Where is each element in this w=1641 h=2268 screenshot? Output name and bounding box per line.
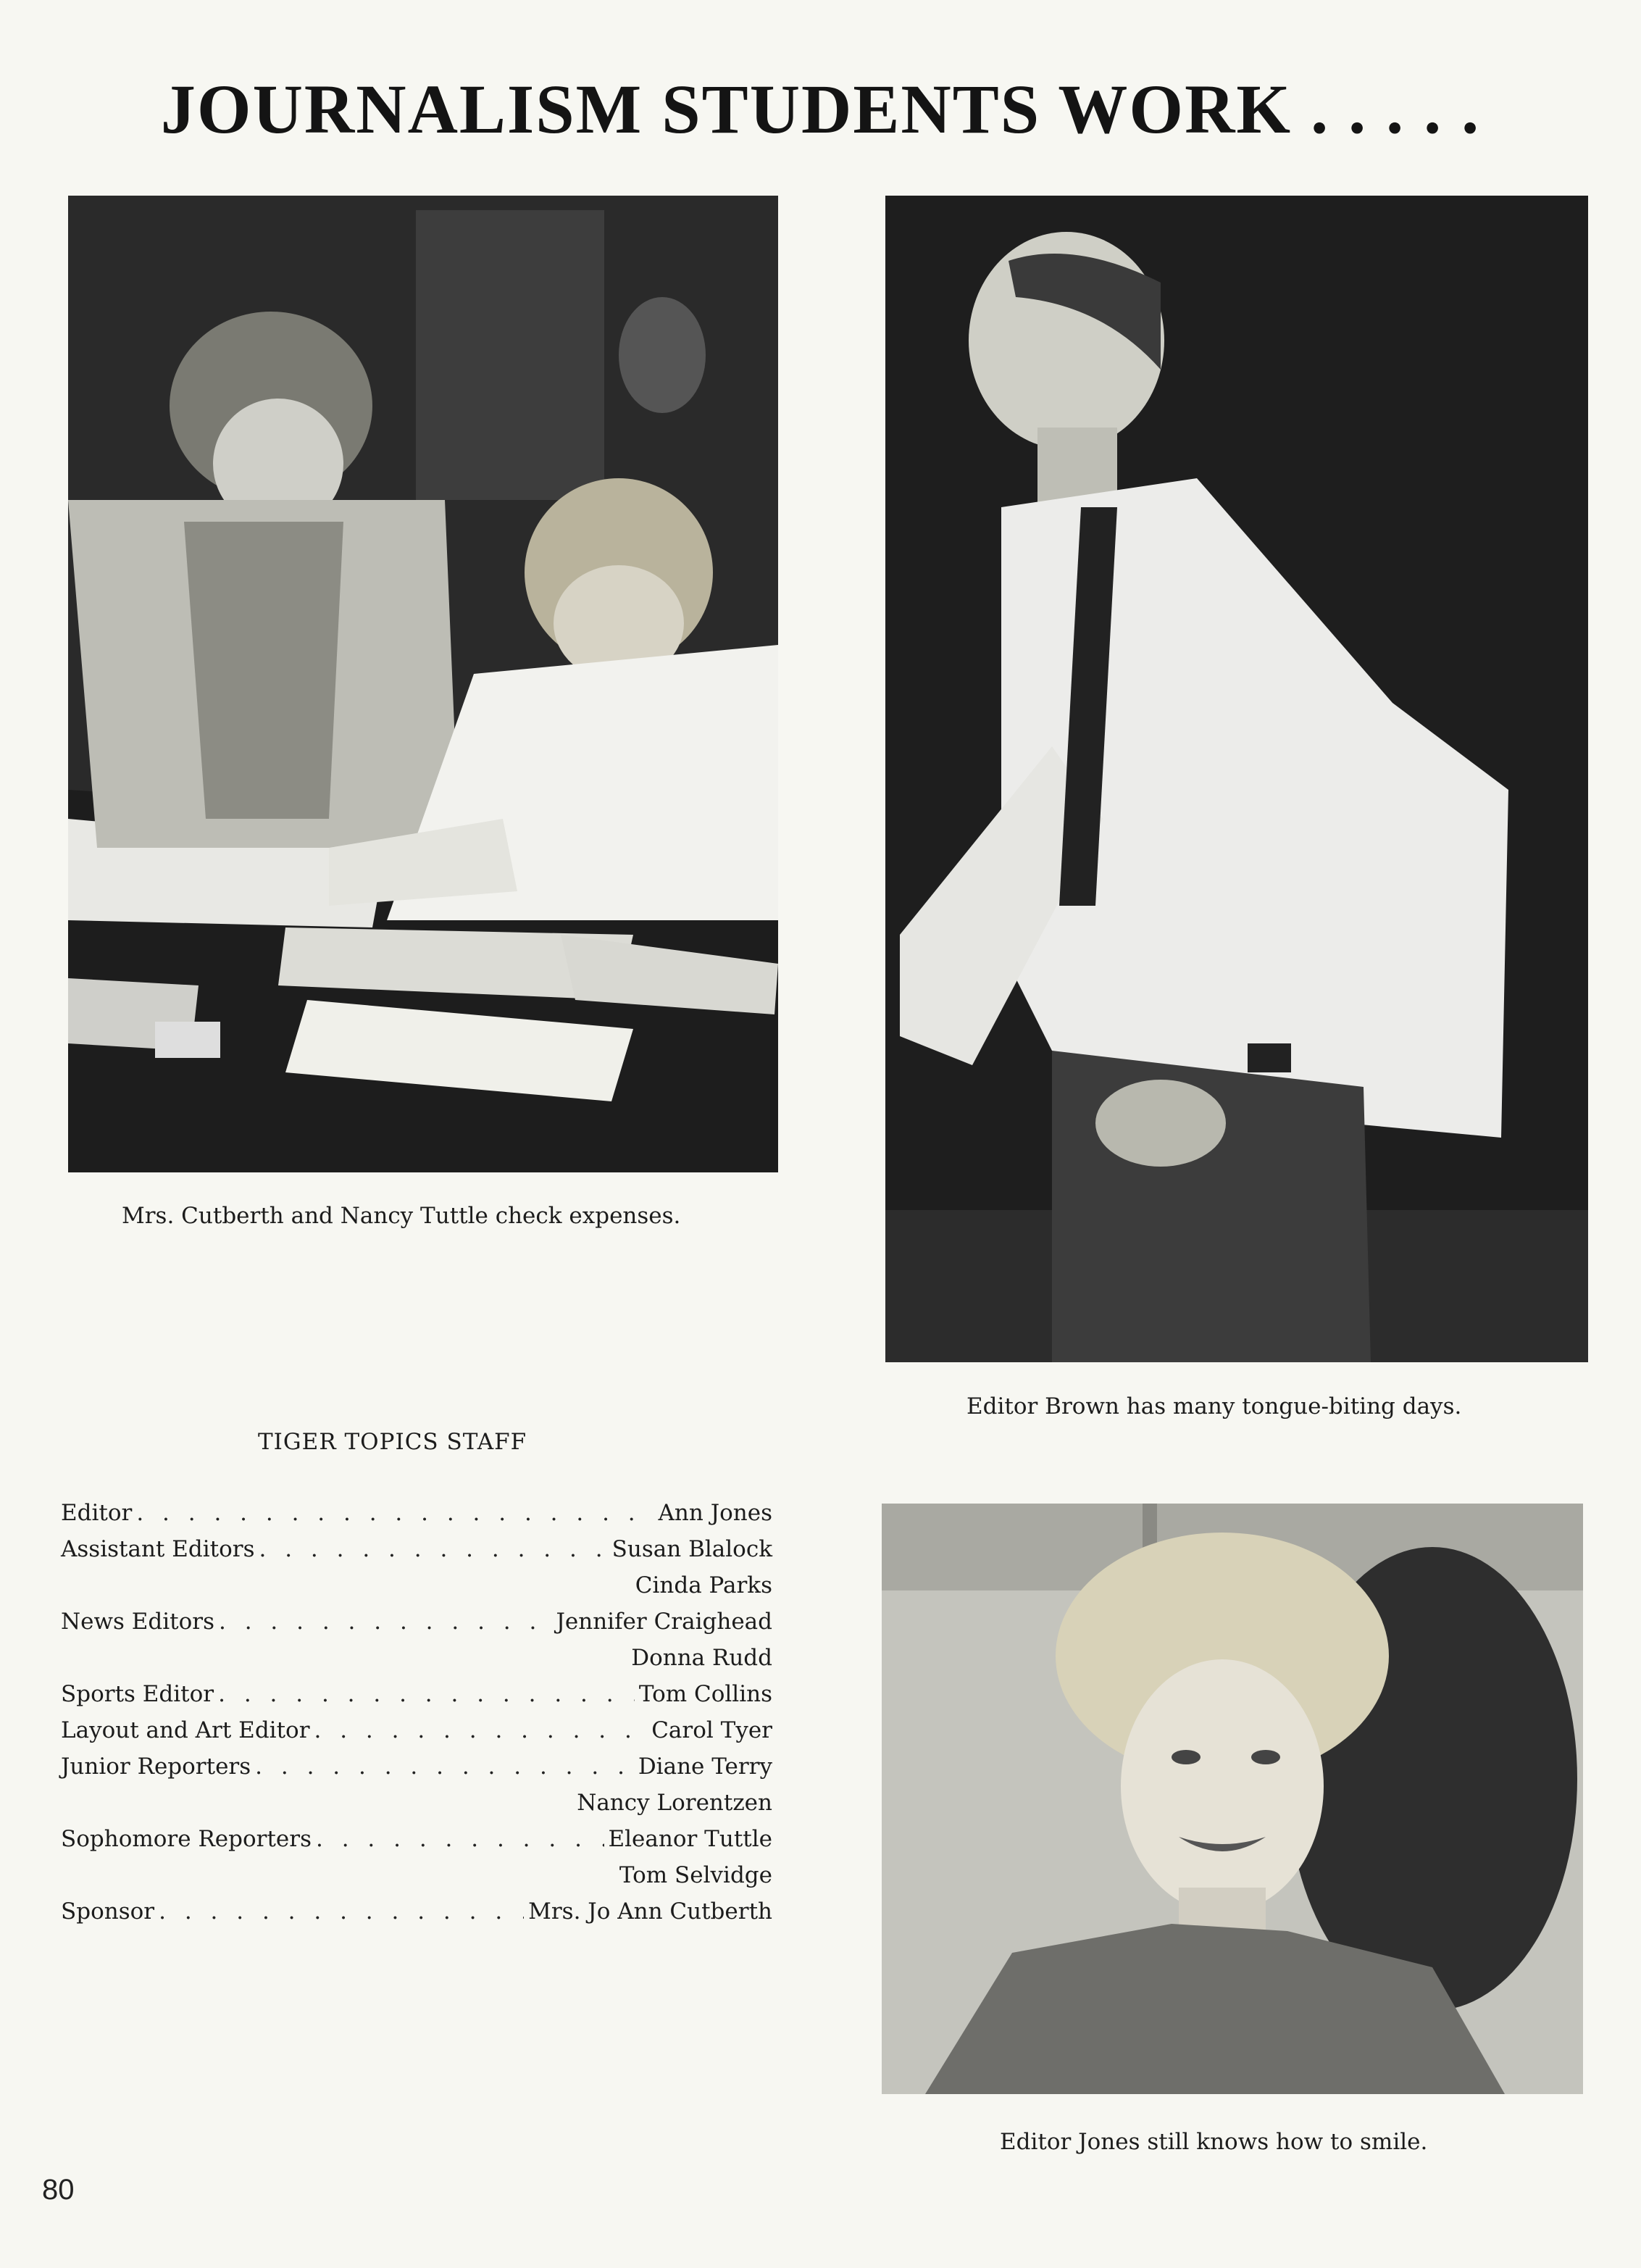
photo-editor-brown xyxy=(885,196,1588,1362)
staff-name: Donna Rudd xyxy=(631,1645,772,1671)
staff-row xyxy=(61,1754,772,1790)
leader-dots xyxy=(316,1826,604,1852)
photo-caption: Editor Jones still knows how to smile. xyxy=(1000,2129,1428,2155)
staff-role: Sports Editor xyxy=(61,1681,214,1707)
staff-row xyxy=(61,1898,772,1935)
staff-row xyxy=(61,1681,772,1717)
staff-role: Editor xyxy=(61,1500,133,1526)
staff-name: Cinda Parks xyxy=(635,1572,772,1598)
staff-row xyxy=(61,1826,772,1862)
leader-dots xyxy=(218,1681,635,1707)
page-number: 80 xyxy=(42,2174,75,2206)
staff-name: Ann Jones xyxy=(658,1500,772,1526)
staff-name: Eleanor Tuttle xyxy=(608,1826,772,1852)
staff-role: Assistant Editors xyxy=(61,1536,255,1562)
staff-role: Sophomore Reporters xyxy=(61,1826,312,1852)
photo-cutberth-tuttle xyxy=(68,196,778,1172)
staff-role: News Editors xyxy=(61,1609,215,1635)
staff-role: Layout and Art Editor xyxy=(61,1717,310,1743)
staff-name: Diane Terry xyxy=(638,1754,772,1780)
staff-row xyxy=(61,1500,772,1536)
leader-dots xyxy=(136,1500,654,1526)
photo-caption: Mrs. Cutberth and Nancy Tuttle check expenses. xyxy=(122,1203,681,1229)
photo-editor-jones xyxy=(882,1504,1583,2094)
staff-list xyxy=(61,1500,772,1935)
staff-role: Junior Reporters xyxy=(61,1754,251,1780)
leader-dots xyxy=(255,1754,634,1780)
leader-dots xyxy=(259,1536,607,1562)
page-title: JOURNALISM STUDENTS WORK . . . . . xyxy=(160,70,1481,148)
staff-row xyxy=(61,1536,772,1572)
staff-name: Tom Collins xyxy=(638,1681,772,1707)
staff-row xyxy=(61,1717,772,1754)
staff-heading: TIGER TOPICS STAFF xyxy=(258,1429,527,1455)
staff-name: Carol Tyer xyxy=(651,1717,772,1743)
staff-name: Susan Blalock xyxy=(611,1536,772,1562)
staff-name: Nancy Lorentzen xyxy=(577,1790,772,1816)
leader-dots xyxy=(314,1717,648,1743)
staff-name: Jennifer Craighead xyxy=(556,1609,772,1635)
leader-dots xyxy=(159,1898,524,1925)
leader-dots xyxy=(219,1609,551,1635)
staff-name: Tom Selvidge xyxy=(619,1862,772,1888)
staff-row xyxy=(61,1609,772,1645)
staff-name: Mrs. Jo Ann Cutberth xyxy=(528,1898,772,1925)
photo-caption: Editor Brown has many tongue-biting days. xyxy=(966,1393,1462,1419)
staff-role: Sponsor xyxy=(61,1898,155,1925)
